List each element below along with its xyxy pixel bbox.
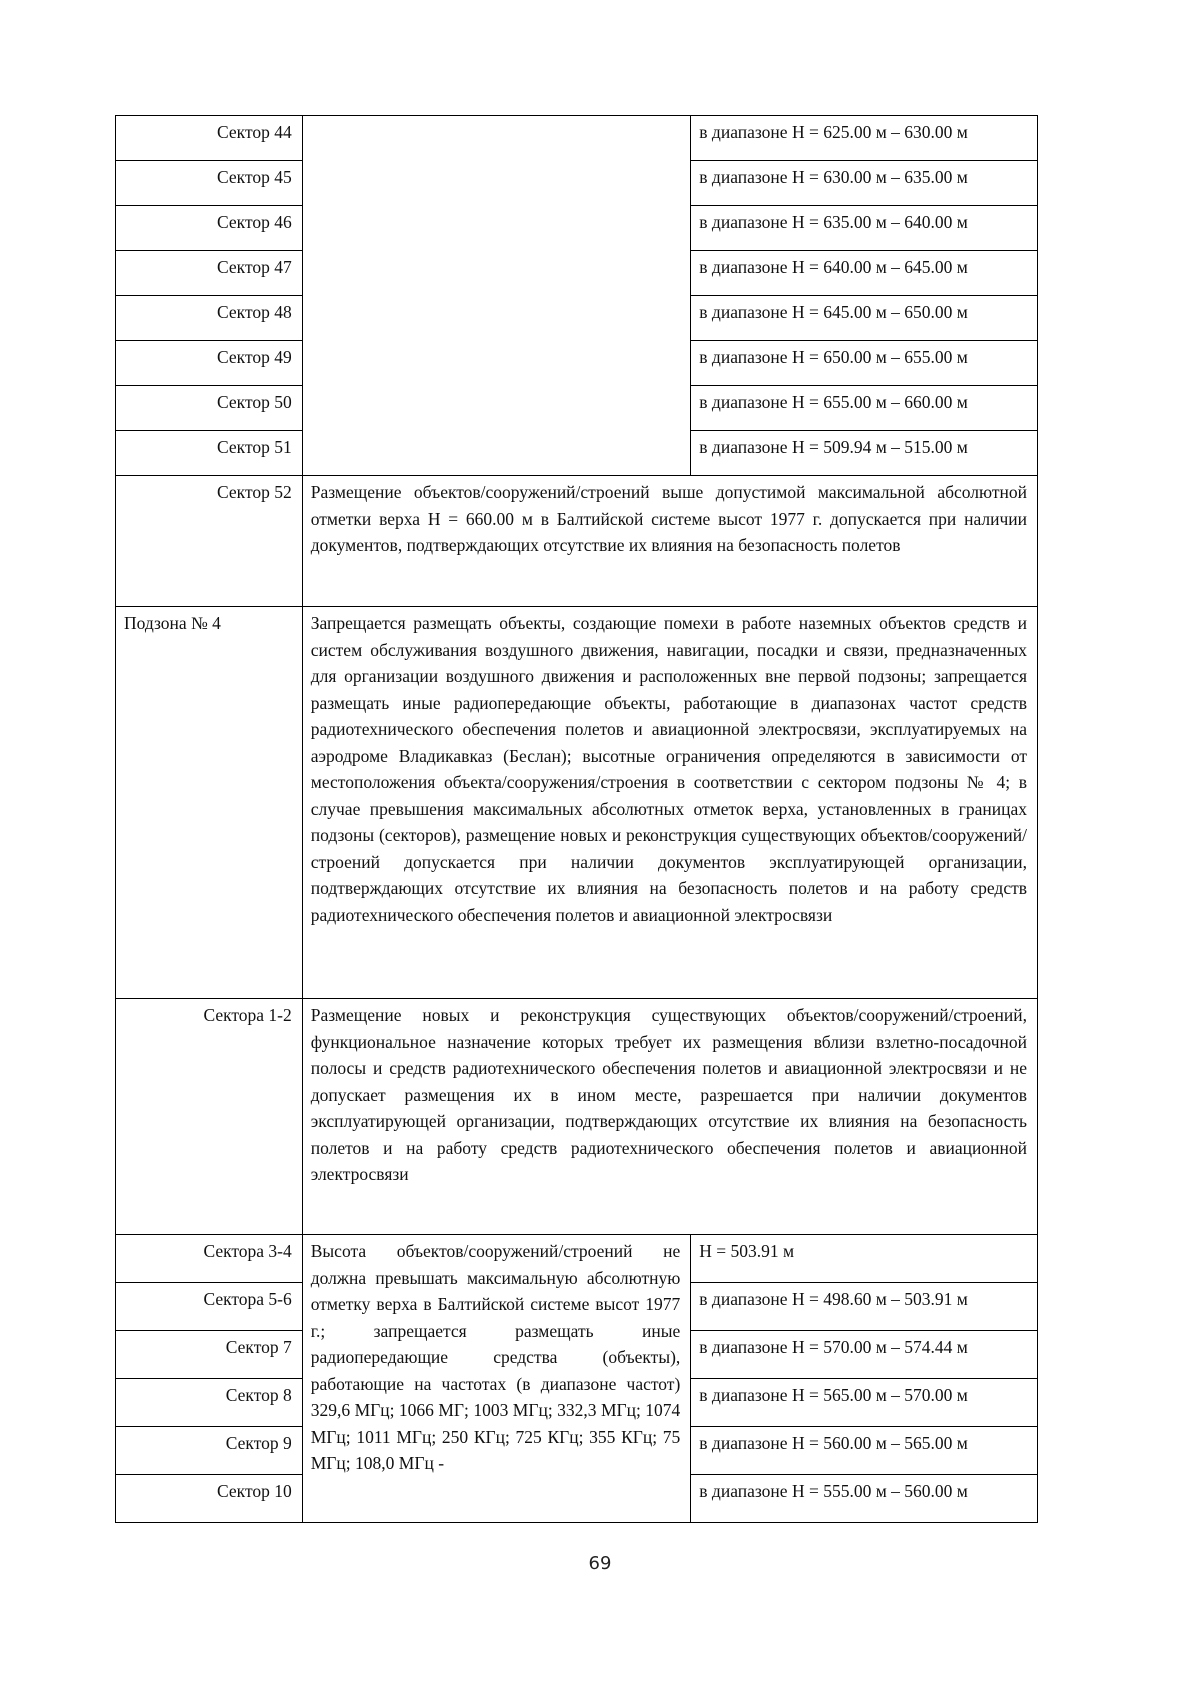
sector-range: в диапазоне Н = 509.94 м – 515.00 м: [691, 431, 1038, 476]
height-note: Высота объектов/сооружений/строений не должна превышать максимальную абсолютную отметку верха в Балтийской системе высот 1977 г.; запрещается размещать иные радиопередающие средства (объекты), работающие на частотах (в диапазоне частот) 329,6 МГц; 1066 МГ; 1003 МГц; 332,3 МГц; 1074 МГц; 1011 МГц; 250 КГц; 725 КГц; 355 КГц; 75 МГц; 108,0 МГц -: [302, 1235, 691, 1523]
sector-label: Сектор 48: [116, 296, 303, 341]
sector-label: Сектора 3-4: [116, 1235, 303, 1283]
sector-range: в диапазоне Н = 635.00 м – 640.00 м: [691, 206, 1038, 251]
table-row: [116, 116, 1038, 161]
sectors12-text: Размещение новых и реконструкция существующих объектов/сооружений/строений, функциональное назначение которых требует их размещения вблизи взлетно-посадочной полосы и средств радиотехнического обеспечения полетов и авиационной электросвязи и не допускает размещения их в ином месте, разрешается при наличии документов эксплуатирующей организации, подтверждающих отсутствие их влияния на безопасность полетов и на работу средств радиотехнического обеспечения полетов и авиационной электросвязи: [302, 999, 1037, 1235]
sector-label: Сектор 50: [116, 386, 303, 431]
sector-label: Сектор 51: [116, 431, 303, 476]
sector-label: Сектор 8: [116, 1379, 303, 1427]
sector-label: Сектор 52: [116, 476, 303, 607]
sector-range: в диапазоне Н = 555.00 м – 560.00 м: [691, 1475, 1038, 1523]
sector-label: Сектор 9: [116, 1427, 303, 1475]
sector-range: в диапазоне Н = 650.00 м – 655.00 м: [691, 341, 1038, 386]
sector-range: в диапазоне Н = 570.00 м – 574.44 м: [691, 1331, 1038, 1379]
sector-range: в диапазоне Н = 640.00 м – 645.00 м: [691, 251, 1038, 296]
sector-range: в диапазоне Н = 655.00 м – 660.00 м: [691, 386, 1038, 431]
subzone4-text: Запрещается размещать объекты, создающие помехи в работе наземных объектов средств и систем обслуживания воздушного движения, навигации, посадки и связи, предназначенных для организации воздушного движения и расположенных вне первой подзоны; запрещается размещать иные радиопередающие объекты, работающие в диапазонах частот средств радиотехнического обеспечения полетов и авиационной электросвязи, эксплуатируемых на аэродроме Владикавказ (Беслан); высотные ограничения определяются в зависимости от местоположения объекта/сооружения/строения в соответствии с сектором подзоны № 4; в случае превышения максимальных абсолютных отметок верха, установленных в границах подзоны (секторов), размещение новых и реконструкция существующих объектов/сооружений/строений допускается при наличии документов эксплуатирующей организации, подтверждающих отсутствие их влияния на безопасность полетов и на работу средств радиотехнического обеспечения полетов и авиационной электросвязи: [302, 607, 1037, 999]
page-number: 69: [588, 1553, 612, 1574]
sector-label: Сектор 49: [116, 341, 303, 386]
regulations-table: [115, 115, 1038, 1523]
sector-range: в диапазоне Н = 560.00 м – 565.00 м: [691, 1427, 1038, 1475]
sector-label: Сектор 10: [116, 1475, 303, 1523]
table-row: [116, 999, 1038, 1235]
sector-range: в диапазоне Н = 498.60 м – 503.91 м: [691, 1283, 1038, 1331]
sector-label: Сектора 1-2: [116, 999, 303, 1235]
sector-label: Сектор 7: [116, 1331, 303, 1379]
sector52-text: Размещение объектов/сооружений/строений выше допустимой максимальной абсолютной отметки верха Н = 660.00 м в Балтийской системе высот 1977 г. допускается при наличии документов, подтверждающих отсутствие их влияния на безопасность полетов: [302, 476, 1037, 607]
table-row: [116, 1235, 1038, 1283]
empty-merged-cell: [302, 116, 691, 476]
subzone-label: Подзона № 4: [116, 607, 303, 999]
sector-range: в диапазоне Н = 625.00 м – 630.00 м: [691, 116, 1038, 161]
sector-label: Сектора 5-6: [116, 1283, 303, 1331]
sector-label: Сектор 44: [116, 116, 303, 161]
sector-label: Сектор 47: [116, 251, 303, 296]
sector-range: в диапазоне Н = 630.00 м – 635.00 м: [691, 161, 1038, 206]
table-row: [116, 476, 1038, 607]
sector-label: Сектор 46: [116, 206, 303, 251]
sector-range: Н = 503.91 м: [691, 1235, 1038, 1283]
sector-label: Сектор 45: [116, 161, 303, 206]
table-row: [116, 607, 1038, 999]
sector-range: в диапазоне Н = 645.00 м – 650.00 м: [691, 296, 1038, 341]
sector-range: в диапазоне Н = 565.00 м – 570.00 м: [691, 1379, 1038, 1427]
